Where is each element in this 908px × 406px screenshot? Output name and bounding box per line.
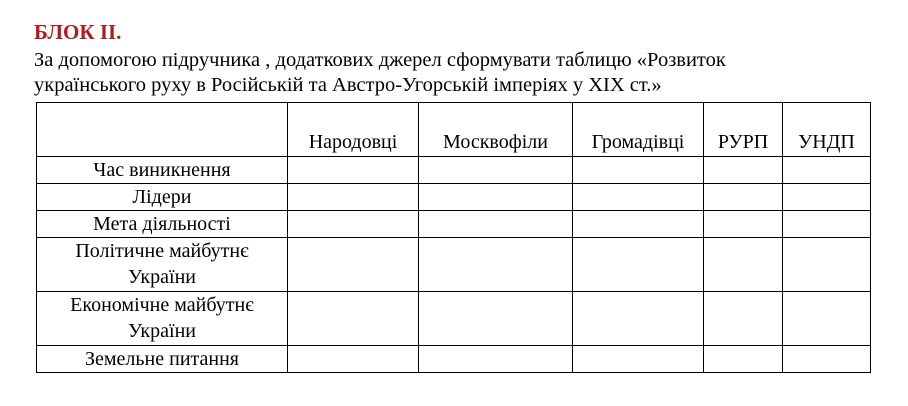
empty-cell[interactable] [573, 292, 704, 346]
row-label: Земельне питання [37, 346, 288, 373]
empty-cell[interactable] [783, 346, 871, 373]
row-label: Мета діяльності [37, 211, 288, 238]
empty-cell[interactable] [288, 346, 419, 373]
empty-cell[interactable] [288, 238, 419, 292]
row-label [37, 292, 288, 346]
empty-cell[interactable] [419, 157, 573, 184]
header-hromadivtsi: Громадівці [573, 103, 704, 157]
empty-cell[interactable] [704, 238, 783, 292]
table-header-row [37, 103, 871, 157]
header-undp: УНДП [783, 103, 871, 157]
empty-cell[interactable] [704, 346, 783, 373]
header-narodovtsi: Народовці [288, 103, 419, 157]
empty-cell[interactable] [288, 184, 419, 211]
row-label: Час виникнення [37, 157, 288, 184]
empty-cell[interactable] [288, 292, 419, 346]
row-label [37, 238, 288, 292]
empty-cell[interactable] [573, 157, 704, 184]
empty-cell[interactable] [783, 157, 871, 184]
empty-cell[interactable] [419, 211, 573, 238]
row-label-line-2: України [128, 266, 196, 288]
empty-cell[interactable] [419, 238, 573, 292]
empty-cell[interactable] [288, 157, 419, 184]
row-label-line-2: України [128, 320, 196, 342]
empty-cell[interactable] [419, 292, 573, 346]
row-label-line-1: Економічне майбутнє [70, 294, 254, 316]
section-heading: БЛОК ІІ. [34, 20, 122, 44]
table-row [37, 346, 871, 373]
header-moskvofily: Москвофіли [419, 103, 573, 157]
header-rurp: РУРП [704, 103, 783, 157]
empty-cell[interactable] [573, 346, 704, 373]
empty-cell[interactable] [288, 211, 419, 238]
empty-cell[interactable] [573, 184, 704, 211]
table-row [37, 238, 871, 292]
empty-cell[interactable] [704, 292, 783, 346]
empty-cell[interactable] [783, 211, 871, 238]
table-row [37, 157, 871, 184]
table-row [37, 211, 871, 238]
task-line-2: українського руху в Російській та Австро-Угорській імперіях у ХІХ ст.» [34, 74, 662, 96]
empty-cell[interactable] [783, 238, 871, 292]
row-label: Лідери [37, 184, 288, 211]
empty-cell[interactable] [783, 184, 871, 211]
empty-cell[interactable] [573, 211, 704, 238]
table-row [37, 184, 871, 211]
empty-cell[interactable] [704, 184, 783, 211]
empty-cell[interactable] [704, 157, 783, 184]
task-line-1: За допомогою підручника , додаткових джерел сформувати таблицю «Розвиток [34, 49, 726, 71]
empty-cell[interactable] [783, 292, 871, 346]
row-label-line-1: Політичне майбутнє [75, 240, 249, 262]
empty-cell[interactable] [419, 184, 573, 211]
header-empty-cell [37, 103, 288, 157]
fill-in-table [36, 102, 871, 373]
table-row [37, 292, 871, 346]
task-description [34, 48, 894, 98]
empty-cell[interactable] [704, 211, 783, 238]
empty-cell[interactable] [419, 346, 573, 373]
empty-cell[interactable] [573, 238, 704, 292]
